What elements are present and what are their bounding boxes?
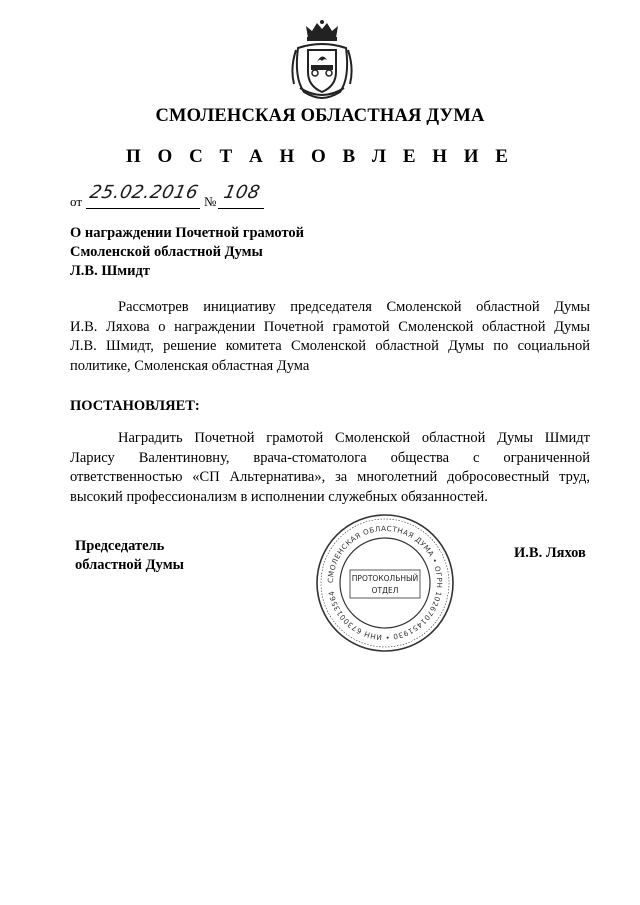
- number-prefix: №: [204, 194, 217, 209]
- stamp-ring-text: СМОЛЕНСКАЯ ОБЛАСТНАЯ ДУМА • ОГРН 1026701451930 • ИНН 6730013564: [325, 523, 445, 643]
- document-subject: [70, 224, 390, 281]
- paragraph-line: ответственностью «СП Альтернатива», за многолетний добросовестный труд,: [70, 469, 590, 485]
- date-underline: [86, 208, 200, 209]
- resolution-paragraph: [70, 429, 590, 507]
- official-stamp: [314, 512, 456, 654]
- paragraph-line: высокий профессионализм в исполнении служебных обязанностей.: [70, 488, 488, 505]
- paragraph-line: Ларису Валентиновну, врача-стоматолога общества с ограниченной: [70, 449, 590, 466]
- subject-line: О награждении Почетной грамотой: [70, 225, 305, 241]
- subject-line: Смоленской областной Думы: [70, 244, 263, 260]
- coat-of-arms-icon: [290, 18, 354, 100]
- paragraph-line: политике, Смоленская областная Дума: [70, 357, 310, 374]
- signatory-title: [75, 537, 184, 575]
- signatory-name: И.В. Ляхов: [514, 545, 586, 561]
- paragraph-line: Л.В. Шмидт, решение комитета Смоленской областной Думы по социальной: [70, 338, 590, 354]
- paragraph-line: Наградить Почетной грамотой Смоленской областной Думы Шмидт: [118, 430, 590, 446]
- stamp-center-text: ПРОТОКОЛЬНЫЙ: [351, 574, 419, 583]
- paragraph-line: И.В. Ляхова о награждении Почетной грамотой Смоленской областной Думы: [70, 318, 590, 335]
- decree-heading: ПОСТАНОВЛЯЕТ:: [70, 398, 200, 414]
- number-underline: [218, 208, 264, 209]
- date-value: 25.02.2016: [87, 182, 201, 203]
- preamble-paragraph: [70, 298, 590, 376]
- signatory-title-line: Председатель: [75, 538, 165, 554]
- paragraph-line: Рассмотрев инициативу председателя Смоленской областной Думы: [118, 299, 590, 315]
- stamp-center-text: ОТДЕЛ: [371, 586, 399, 595]
- number-value: 108: [221, 182, 263, 203]
- document-type: П О С Т А Н О В Л Е Н И Е: [126, 146, 514, 167]
- date-number-line: [70, 182, 370, 208]
- signatory-title-line: областной Думы: [75, 557, 184, 573]
- organization-title: СМОЛЕНСКАЯ ОБЛАСТНАЯ ДУМА: [155, 106, 485, 126]
- date-prefix: от: [70, 194, 83, 209]
- subject-line: Л.В. Шмидт: [70, 263, 150, 279]
